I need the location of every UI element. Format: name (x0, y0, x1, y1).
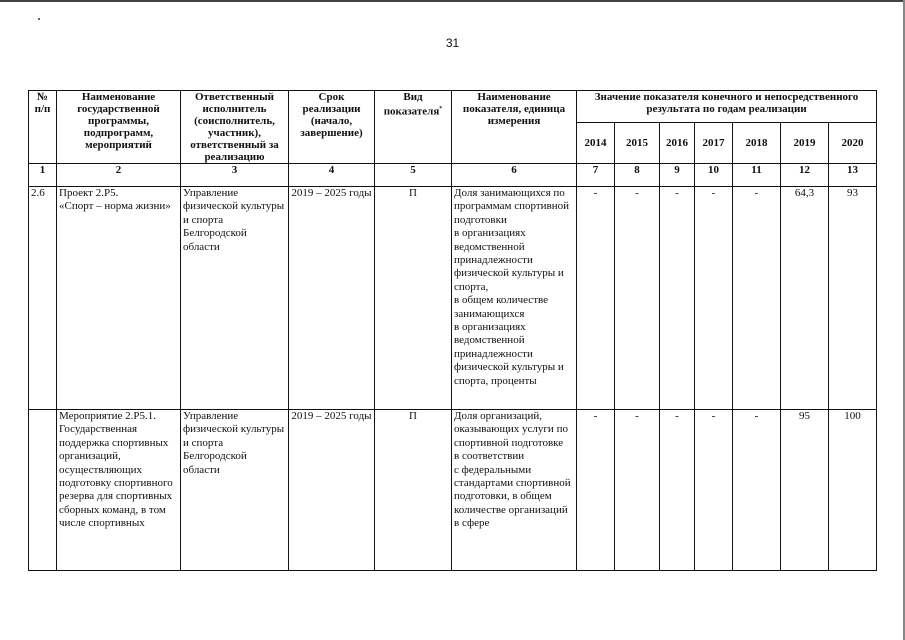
page-number: 31 (445, 36, 460, 50)
page-top-edge (0, 0, 905, 2)
column-number: 8 (615, 164, 660, 187)
header-num: № п/п (29, 91, 57, 164)
column-number-row (29, 164, 877, 187)
column-number: 11 (733, 164, 781, 187)
value-cell: 64,3 (781, 187, 829, 410)
value-cell: - (733, 187, 781, 410)
value-cell: - (615, 410, 660, 571)
value-cell: - (695, 187, 733, 410)
column-number: 13 (829, 164, 877, 187)
column-number: 12 (781, 164, 829, 187)
program-name: Мероприятие 2.Р5.1. Государственная поддержка спортивных организаций, осуществляющих подготовку спортивного резерва для спортивных сборных команд, в том числе спортивных (57, 410, 181, 571)
indicator-name: Доля занимающихся по программам спортивной подготовки в организациях ведомственной принадлежности физической культуры и спорта, в общем количестве занимающихся в организациях ведомственной принадлежности физической культуры и спорта, проценты (452, 187, 577, 410)
value-cell: - (577, 410, 615, 571)
header-type-footnote-mark: * (439, 106, 443, 112)
implementation-term: 2019 – 2025 годы (289, 187, 375, 410)
table-row (29, 187, 877, 410)
header-year: 2016 (660, 123, 695, 164)
header-year: 2020 (829, 123, 877, 164)
column-number: 5 (375, 164, 452, 187)
value-cell: - (577, 187, 615, 410)
implementation-term: 2019 – 2025 годы (289, 410, 375, 571)
column-number: 3 (181, 164, 289, 187)
table-row (29, 410, 877, 571)
header-indicator: Наименование показателя, единица измерения (452, 91, 577, 164)
header-program: Наименование государственной программы, подпрограмм, мероприятий (57, 91, 181, 164)
header-year: 2015 (615, 123, 660, 164)
indicator-type: П (375, 187, 452, 410)
value-cell: - (660, 187, 695, 410)
header-year: 2019 (781, 123, 829, 164)
value-cell: - (660, 410, 695, 571)
column-number: 10 (695, 164, 733, 187)
column-number: 2 (57, 164, 181, 187)
indicators-table (28, 90, 877, 571)
value-cell: - (615, 187, 660, 410)
indicator-name: Доля организаций, оказывающих услуги по спортивной подготовке в соответствии с федеральными стандартами спортивной подготовки, в общем количестве организаций в сфере (452, 410, 577, 571)
column-number: 4 (289, 164, 375, 187)
column-number: 9 (660, 164, 695, 187)
value-cell: - (733, 410, 781, 571)
header-year: 2018 (733, 123, 781, 164)
row-number: 2.6 (29, 187, 57, 410)
executor-name: Управление физической культуры и спорта Белгородской области (181, 187, 289, 410)
value-cell: - (695, 410, 733, 571)
value-cell: 95 (781, 410, 829, 571)
header-term: Срок реализации (начало, завершение) (289, 91, 375, 164)
indicator-type: П (375, 410, 452, 571)
header-type-label: Вид показателя (383, 91, 440, 118)
program-name: Проект 2.Р5. «Спорт – норма жизни» (57, 187, 181, 410)
header-row (29, 91, 877, 123)
value-cell: 93 (829, 187, 877, 410)
value-cell: 100 (829, 410, 877, 571)
header-type (375, 91, 452, 164)
header-year: 2014 (577, 123, 615, 164)
column-number: 1 (29, 164, 57, 187)
column-number: 6 (452, 164, 577, 187)
row-number (29, 410, 57, 571)
column-number: 7 (577, 164, 615, 187)
header-year: 2017 (695, 123, 733, 164)
executor-name: Управление физической культуры и спорта Белгородской области (181, 410, 289, 571)
header-values-group: Значение показателя конечного и непосредственного результата по годам реализации (577, 91, 877, 123)
scan-speck (38, 18, 40, 20)
header-executor: Ответственный исполнитель (соисполнитель, участник), ответственный за реализацию (181, 91, 289, 164)
